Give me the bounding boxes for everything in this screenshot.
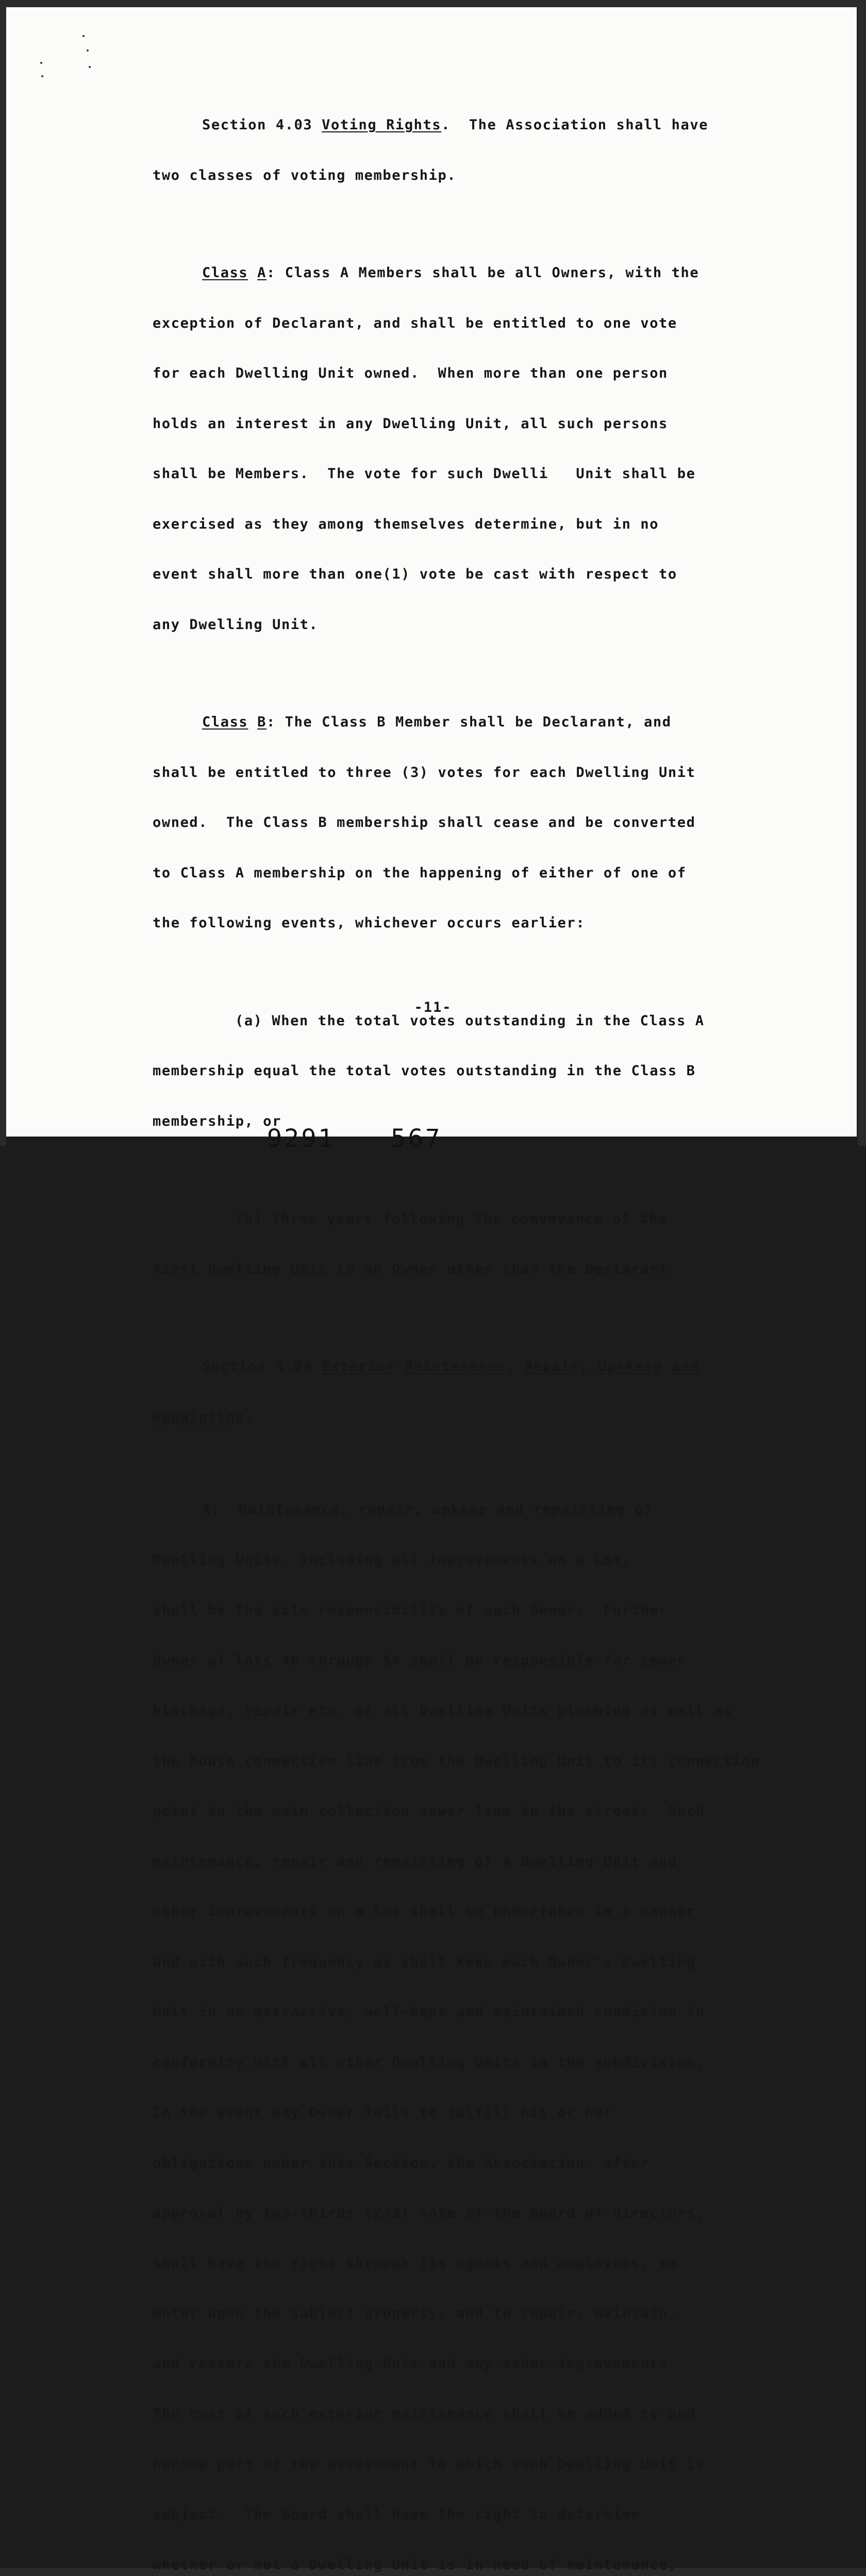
class-a-line: any Dwelling Unit.	[153, 616, 319, 633]
maintenance-line: Owner of lots 46 through 54 shall be responsible for sewer	[153, 1652, 687, 1669]
maintenance-line: other improvements on a Lot shall be undertaken in a manner	[153, 1904, 696, 1920]
class-b-paragraph	[153, 681, 823, 965]
maintenance-line: approval by two-thirds (2/3) vote of the board of Directors,	[153, 2205, 705, 2221]
class-b-line: shall be entitled to three (3) votes for each Dwelling Unit	[153, 764, 696, 781]
event-b-paragraph	[153, 1177, 823, 1311]
section-4-04-title-word: and	[671, 1359, 700, 1375]
scan-speck	[82, 35, 85, 37]
maintenance-line: maintenance, repair and repainting of a Dwelling Unit and	[153, 1853, 677, 1870]
section-4-04-title-word: Repair,	[524, 1359, 589, 1375]
section-4-04-title-word: Maintenance,	[404, 1359, 515, 1375]
event-b-line: (b) Three years following the conveyance of the	[235, 1211, 668, 1227]
maintenance-line: Dwelling Units, including all improvements on a Lot,	[153, 1552, 631, 1568]
class-a-line: exercised as they among themselves determine, but in no	[153, 516, 659, 532]
maintenance-line: enter upon the subject property, and to repair, maintain,	[153, 2306, 677, 2321]
maintenance-line: subject. The Board shall have the right to determine	[153, 2506, 641, 2522]
class-a-line: holds an interest in any Dwelling Unit, all such persons	[153, 415, 668, 432]
event-a-line: (a) When the total votes outstanding in the Class A	[235, 1012, 705, 1029]
section-4-03-prefix: Section 4.03	[202, 117, 322, 133]
section-4-04-title-word: Exterior	[322, 1359, 395, 1375]
class-a-line: shall be Members. The vote for such Dwelli Unit shall be	[153, 466, 696, 482]
scan-speck	[87, 49, 89, 52]
class-a-line: exception of Declarant, and shall be entitled to one vote	[153, 315, 677, 331]
maintenance-paragraph	[153, 1468, 823, 2576]
maintenance-line: conformity with all other Dwelling Units in the subdivision.	[153, 2054, 705, 2071]
scan-border-right	[858, 0, 866, 1146]
class-b-line: owned. The Class B membership shall cease and be converted	[153, 815, 696, 831]
maintenance-line: whether or not a Dwelling Unit is in need of maintenance,	[153, 2556, 677, 2573]
maintenance-line: point in the main collection sewer line in the street. Such	[153, 1803, 705, 1819]
event-a-line: membership, or	[153, 1113, 281, 1129]
class-a-line: for each Dwelling Unit owned. When more than one person	[153, 365, 668, 381]
section-4-03-title: Voting Rights	[322, 117, 442, 133]
section-4-04	[153, 1325, 823, 1459]
maintenance-line: become part of the assessment to which such Dwelling Unit is	[153, 2456, 705, 2472]
maintenance-line: In the event any Owner fails to fulfill his or her	[153, 2105, 613, 2121]
maintenance-line: and with such frequency as shall keep each Owner's Dwelling	[153, 1954, 696, 1970]
maintenance-line: Unit in an attractive, well-kept and maintained condition in	[153, 2004, 705, 2020]
section-4-03-rest: . The Association shall have	[441, 117, 709, 133]
maintenance-line: shall be the sole responsibility of each Owner. Further	[153, 1602, 668, 1618]
class-a-label-letter: A	[257, 265, 267, 281]
class-b-line: to Class A membership on the happening of either of one of	[153, 865, 687, 881]
maintenance-line: blockage, repair etc. of all Dwelling Units plumbing as well as	[153, 1703, 732, 1719]
section-4-04-end: .	[244, 1409, 254, 1425]
document-body	[153, 83, 823, 2576]
scan-speck	[40, 62, 42, 64]
page-number: -11-	[414, 999, 452, 1015]
section-4-04-title-word: Repainting	[153, 1409, 245, 1425]
document-stamp-number-right: 567	[391, 1123, 442, 1153]
class-a-label-word: Class	[202, 265, 248, 281]
class-b-label-word: Class	[202, 714, 248, 730]
document-stamp-number-left: 9291	[267, 1123, 336, 1153]
class-b-label-letter: B	[257, 714, 267, 730]
maintenance-line: and restore the Dwelling Unit and any other improvements.	[153, 2355, 677, 2372]
class-b-line: the following events, whichever occurs earlier:	[153, 915, 586, 931]
section-4-03	[153, 83, 823, 217]
event-a-line: membership equal the total votes outstanding in the Class B	[153, 1063, 696, 1079]
scan-speck	[89, 66, 91, 68]
maintenance-line: shall have the right through its agents and employees, to	[153, 2255, 677, 2272]
class-a-line: event shall more than one(1) vote be cast with respect to	[153, 566, 677, 582]
event-b-line: first Dwelling Unit to an Owner other than the Declarant.	[153, 1261, 677, 1277]
maintenance-line: obligations under this Section, the Association, after	[153, 2155, 650, 2171]
scan-speck	[41, 75, 43, 77]
class-a-paragraph	[153, 231, 823, 667]
scan-border-top	[0, 0, 866, 7]
maintenance-line: The cost of such exterior maintenance shall be added to and	[153, 2406, 696, 2422]
section-4-04-prefix: Section 4.04	[202, 1359, 322, 1375]
class-a-line: : Class A Members shall be all Owners, with the	[267, 265, 700, 281]
section-4-03-line: two classes of voting membership.	[153, 167, 457, 183]
class-b-line: : The Class B Member shall be Declarant, and	[267, 714, 672, 730]
maintenance-line: A. Maintenance, repair, upkeep and repainting of	[202, 1502, 653, 1518]
section-4-04-title-word: Up-Keep	[597, 1359, 662, 1375]
maintenance-line: the house connection line from the Dwelling Unit to its connection	[153, 1753, 760, 1769]
scan-border-left	[0, 0, 6, 1146]
